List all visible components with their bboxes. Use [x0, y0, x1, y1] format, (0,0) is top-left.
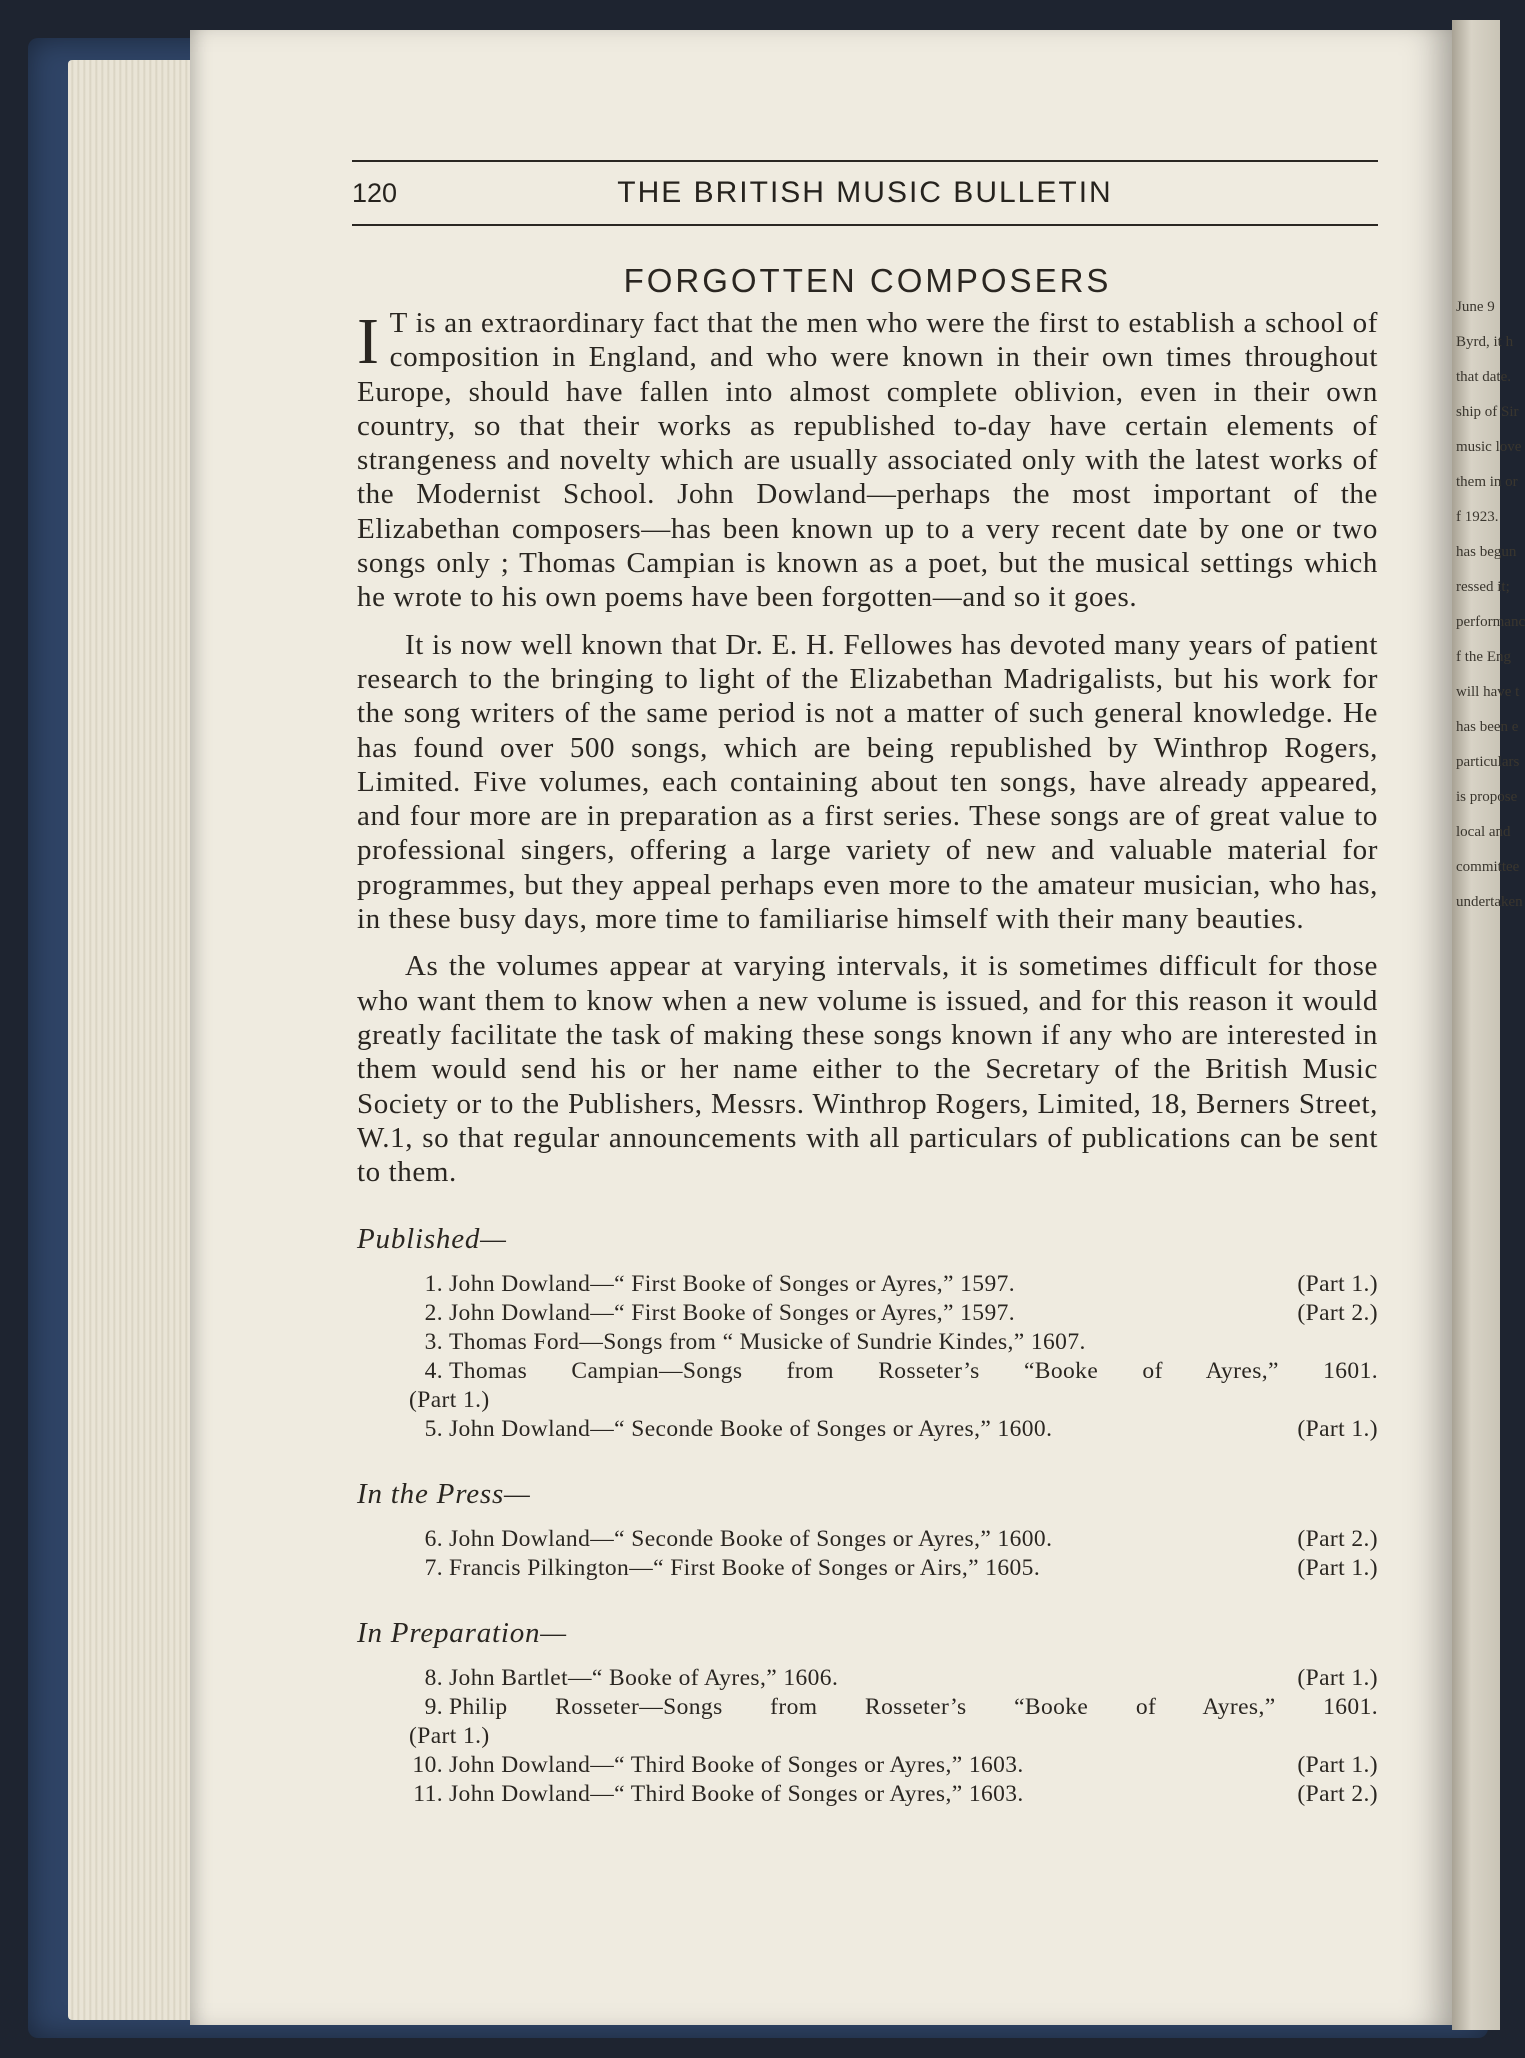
item-title: John Bartlet—“ Booke of Ayres,” 1606. — [449, 1665, 839, 1692]
item-title: Philip Rosseter—Songs from Rosseter’s “Booke of Ayres,” 1601. — [449, 1694, 1378, 1721]
item-number: 2. — [424, 1300, 443, 1327]
list-item — [409, 1525, 1378, 1554]
item-part: (Part 1.) — [1297, 1416, 1378, 1443]
item-number: 3. — [424, 1329, 443, 1356]
item-number: 8. — [424, 1665, 443, 1692]
item-number: 9. — [424, 1694, 443, 1721]
item-part: (Part 1.) — [409, 1387, 490, 1414]
item-part: (Part 2.) — [1297, 1781, 1378, 1808]
item-title: Thomas Campian—Songs from Rosseter’s “Booke of Ayres,” 1601. — [449, 1358, 1378, 1385]
item-number: 6. — [424, 1526, 443, 1553]
item-part: (Part 1.) — [409, 1723, 490, 1750]
item-number: 1. — [424, 1271, 443, 1298]
item-part: (Part 1.) — [1297, 1271, 1378, 1298]
article — [357, 262, 1378, 1809]
item-number: 7. — [424, 1555, 443, 1582]
in-the-press-list — [357, 1525, 1378, 1583]
item-title: Francis Pilkington—“ First Booke of Songes or Airs,” 1605. — [449, 1555, 1041, 1582]
list-item — [409, 1415, 1378, 1444]
paragraph-2: It is now well known that Dr. E. H. Fellowes has devoted many years of patient research to the bringing to light of the Elizabethan Madrigalists, but his work for the song writers of the same period is not a matter of such general knowledge. He has found over 500 songs, which are being republished by Winthrop Rogers, Limited. Five volumes, each containing about ten songs, have already appeared, and four more are in preparation as a first series. These songs are of great value to professional singers, offering a large variety of new and valuable material for programmes, but they appeal perhaps even more to the amateur musician, who has, in these busy days, more time to familiarise himself with their many beauties. — [357, 628, 1378, 936]
item-title: John Dowland—“ First Booke of Songes or Ayres,” 1597. — [449, 1271, 1016, 1298]
facing-page-edge — [1452, 20, 1525, 2030]
paragraph-1-text: T is an extraordinary fact that the men who were the first to establish a school of composition in England, and who were known in their own times throughout Europe, should have fallen into almost complete oblivion, even in their own country, so that their works as republished to-day have certain elements of strangeness and novelty which are usually associated only with the latest works of the Modernist School. John Dowland—perhaps the most important of the Elizabethan composers—has been known up to a very recent date by one or two songs only ; Thomas Campian is known as a poet, but the musical settings which he wrote to his own poems have been forgotten—and so it goes. — [357, 307, 1378, 614]
item-number: 10. — [412, 1752, 443, 1779]
item-number: 5. — [424, 1416, 443, 1443]
article-title: FORGOTTEN COMPOSERS — [623, 262, 1112, 299]
running-title: THE BRITISH MUSIC BULLETIN — [617, 176, 1113, 209]
item-part: (Part 1.) — [1297, 1752, 1378, 1779]
item-number: 4. — [424, 1358, 443, 1385]
in-preparation-heading: In Preparation— — [357, 1617, 567, 1650]
item-title: John Dowland—“ Third Booke of Songes or Ayres,” 1603. — [449, 1752, 1024, 1779]
paragraph-3: As the volumes appear at varying intervals, it is sometimes difficult for those who want them to know when a new volume is issued, and for this reason it would greatly facilitate the task of making these songs known if any who are interested in them would send his or her name either to the Secretary of the British Music Society or to the Publishers, Messrs. Winthrop Rogers, Limited, 18, Berners Street, W.1, so that regular announcements with all particulars of publications can be sent to them. — [357, 950, 1378, 1189]
page-edges — [68, 60, 198, 2020]
running-head — [352, 170, 1378, 218]
list-item — [409, 1751, 1378, 1780]
list-item — [409, 1357, 1378, 1415]
drop-cap: I — [357, 305, 380, 378]
item-title: John Dowland—“ Third Booke of Songes or Ayres,” 1603. — [449, 1781, 1024, 1808]
item-title: John Dowland—“ Seconde Booke of Songes or Ayres,” 1600. — [449, 1416, 1053, 1443]
list-item — [409, 1554, 1378, 1583]
header-rule-bottom — [352, 224, 1378, 226]
in-the-press-heading: In the Press— — [357, 1478, 531, 1511]
list-item — [409, 1328, 1378, 1357]
item-part: (Part 2.) — [1297, 1526, 1378, 1553]
list-item — [409, 1693, 1378, 1751]
published-list — [357, 1270, 1378, 1444]
list-item — [409, 1664, 1378, 1693]
facing-page-fragment: June 9 Byrd, it h that date. ship of Sir music love them in or f 1923. has begun ressed it; performanc f the Eng will have t has been e particulars is propose local and committee undertaken — [1456, 299, 1525, 910]
item-part: (Part 1.) — [1297, 1555, 1378, 1582]
list-item — [409, 1299, 1378, 1328]
item-title: John Dowland—“ Seconde Booke of Songes or Ayres,” 1600. — [449, 1526, 1053, 1553]
item-title: John Dowland—“ First Booke of Songes or Ayres,” 1597. — [449, 1300, 1016, 1327]
item-part: (Part 2.) — [1297, 1300, 1378, 1327]
paragraph-1 — [357, 306, 1378, 615]
list-item — [409, 1270, 1378, 1299]
list-item — [409, 1780, 1378, 1809]
item-part: (Part 1.) — [1297, 1665, 1378, 1692]
page-number: 120 — [352, 178, 398, 208]
published-heading: Published— — [357, 1223, 507, 1256]
item-title: Thomas Ford—Songs from “ Musicke of Sundrie Kindes,” 1607. — [449, 1329, 1086, 1356]
header-rule-top — [352, 160, 1378, 162]
item-number: 11. — [413, 1781, 443, 1808]
in-preparation-list — [357, 1664, 1378, 1809]
